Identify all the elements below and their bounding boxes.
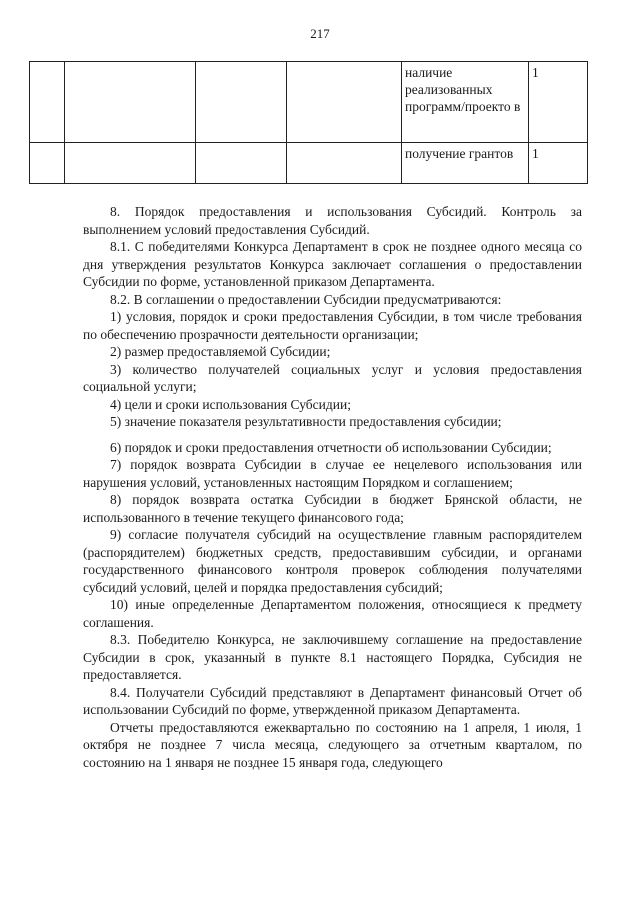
list-item: 5) значение показателя результативности предоставления субсидии; — [110, 414, 502, 429]
list-item: 1) условия, порядок и сроки предоставления Субсидии, в том числе требования по обеспечению прозрачности деятельности организации; — [83, 309, 582, 342]
list-item: 2) размер предоставляемой Субсидии; — [110, 344, 331, 359]
table-cell — [287, 62, 402, 143]
table-row — [30, 62, 588, 143]
paragraph: 8.4. Получатели Субсидий представляют в Департамент финансовый Отчет об использовании Субсидий по форме, утвержденной приказом Департамента. — [83, 684, 582, 717]
table-cell — [65, 62, 196, 143]
criterion-cell: получение грантов — [402, 143, 529, 184]
list-item: 3) количество получателей социальных услуг и условия предоставления социальной услуги; — [83, 361, 582, 394]
table-cell — [30, 62, 65, 143]
list-item: 4) цели и сроки использования Субсидии; — [110, 396, 351, 412]
page-number: 217 — [310, 26, 330, 41]
criterion-cell: наличие реализованных программ/проекто в — [402, 62, 529, 143]
list-item: 8) порядок возврата остатка Субсидии в бюджет Брянской области, не использованного в течение текущего финансового года; — [83, 492, 582, 525]
list-item: 7) порядок возврата Субсидии в случае ее нецелевого использования или нарушения условий, установленных настоящим Порядком и соглашением; — [83, 457, 582, 490]
table-row — [30, 143, 588, 184]
score-cell: 1 — [529, 62, 588, 143]
paragraph: 8.3. Победителю Конкурса, не заключившему соглашение на предоставление Субсидии в срок, указанный в пункте 8.1 настоящего Порядка, Субсидия не предоставляется. — [83, 632, 582, 682]
list-item: 6) порядок и сроки предоставления отчетности об использовании Субсидии; — [110, 439, 552, 455]
paragraph: 8.1. С победителями Конкурса Департамент в срок не позднее одного месяца со дня утверждения результатов Конкурса заключает соглашения о предоставлении Субсидии по форме, установленной приказом Департамента. — [83, 239, 582, 289]
list-item: 10) иные определенные Департаментом положения, относящиеся к предмету соглашения. — [83, 597, 582, 630]
document-body — [83, 203, 582, 771]
section-heading: 8. Порядок предоставления и использования Субсидий. Контроль за выполнением условий предоставления Субсидий. — [83, 204, 582, 237]
table-cell — [65, 143, 196, 184]
criteria-table — [29, 61, 588, 184]
paragraph: Отчеты предоставляются ежеквартально по состоянию на 1 апреля, 1 июля, 1 октября не позднее 7 числа месяца, следующего за отчетным кварталом, по состоянию на 1 января не позднее 15 января года, следующего — [83, 719, 582, 770]
list-item: 9) согласие получателя субсидий на осуществление главным распорядителем (распорядителем) бюджетных средств, предоставившим субсидии, и органами государственного финансового контроля проверок соблюдения получателями субсидий условий, целей и порядка предоставления субсидий; — [83, 527, 582, 595]
table-cell — [196, 62, 287, 143]
paragraph: 8.2. В соглашении о предоставлении Субсидии предусматриваются: — [110, 291, 502, 307]
table-cell — [287, 143, 402, 184]
table-cell — [196, 143, 287, 184]
table-cell — [30, 143, 65, 184]
score-cell: 1 — [529, 143, 588, 184]
